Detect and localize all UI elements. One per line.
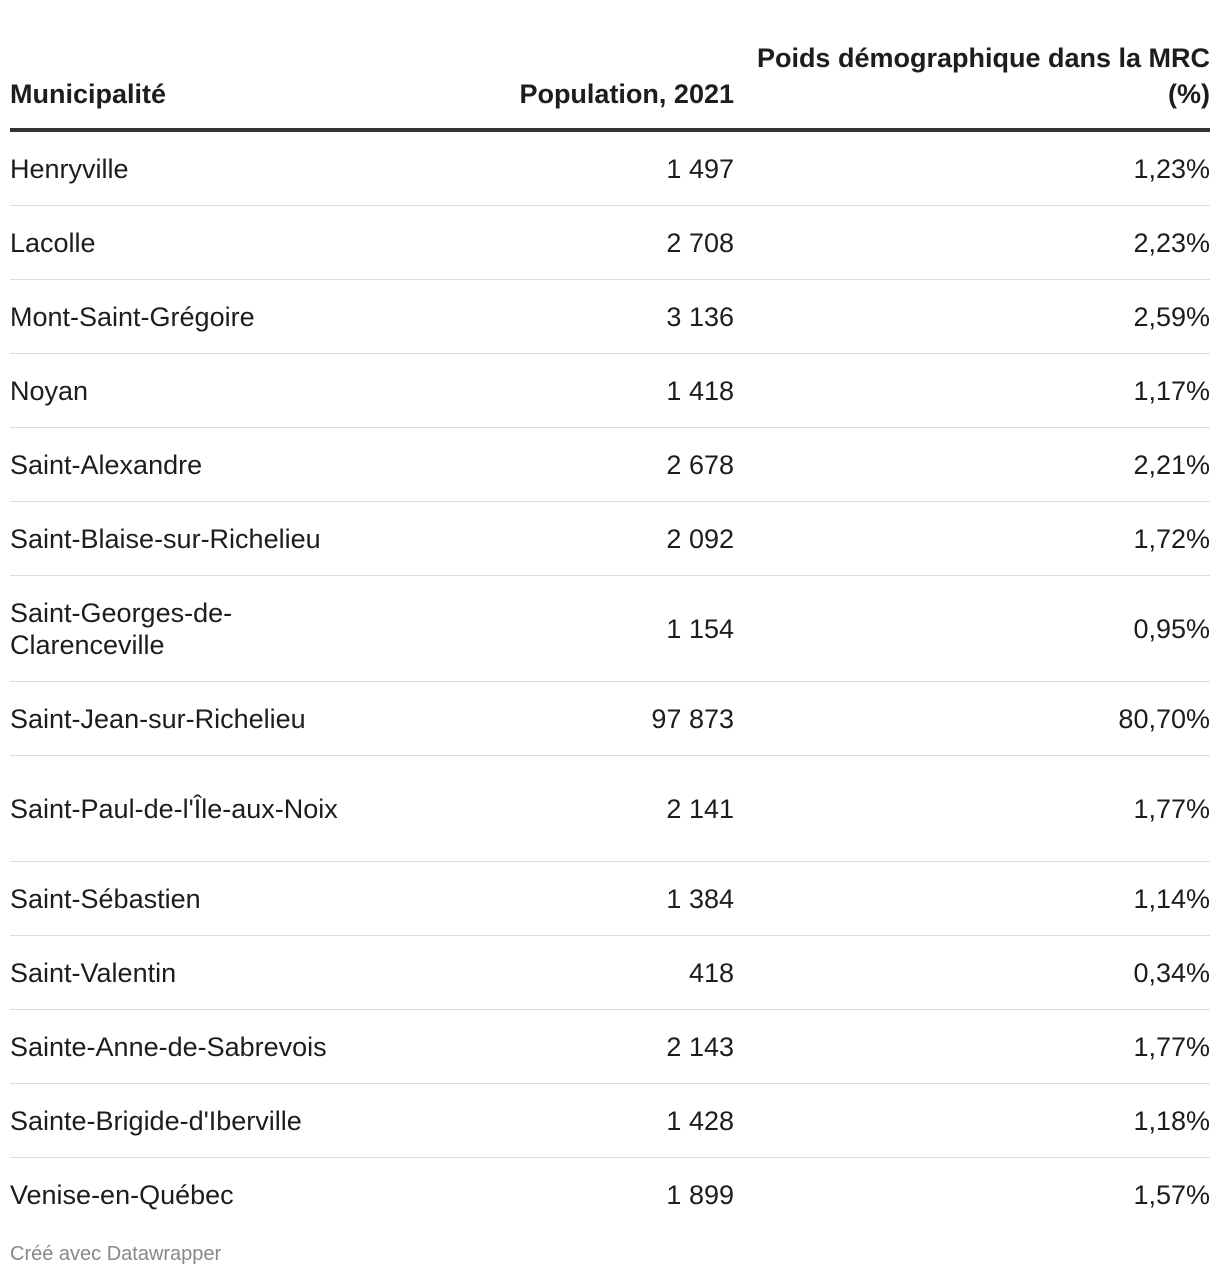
cell-population: 2 708 <box>410 206 734 280</box>
cell-population: 1 497 <box>410 130 734 206</box>
table-header <box>10 40 1210 130</box>
cell-demographic-weight: 1,14% <box>734 862 1210 936</box>
table-row <box>10 682 1210 756</box>
table-row <box>10 130 1210 206</box>
table-row <box>10 1010 1210 1084</box>
cell-municipality: Sainte-Brigide-d'Iberville <box>10 1084 410 1158</box>
cell-municipality: Saint-Paul-de-l'Île-aux-Noix <box>10 756 410 862</box>
cell-demographic-weight: 1,18% <box>734 1084 1210 1158</box>
cell-municipality: Saint-Georges-de-Clarenceville <box>10 576 410 682</box>
cell-population: 2 092 <box>410 502 734 576</box>
cell-population: 1 154 <box>410 576 734 682</box>
cell-population: 2 678 <box>410 428 734 502</box>
table-row <box>10 756 1210 862</box>
cell-demographic-weight: 1,57% <box>1133 1179 1210 1210</box>
cell-population: 1 418 <box>410 354 734 428</box>
table-row <box>10 1158 1210 1232</box>
table-row <box>10 1084 1210 1158</box>
cell-municipality: Saint-Valentin <box>10 936 410 1010</box>
cell-municipality: Saint-Alexandre <box>10 428 410 502</box>
cell-municipality: Lacolle <box>10 206 410 280</box>
table-row <box>10 280 1210 354</box>
header-municipality[interactable]: Municipalité <box>10 40 410 130</box>
cell-demographic-weight: 1,17% <box>734 354 1210 428</box>
population-table <box>10 40 1210 1231</box>
cell-municipality: Saint-Jean-sur-Richelieu <box>10 682 410 756</box>
cell-demographic-weight: 2,59% <box>734 280 1210 354</box>
datawrapper-credit[interactable]: Créé avec Datawrapper <box>10 1243 222 1265</box>
cell-demographic-weight: 2,21% <box>734 428 1210 502</box>
cell-demographic-weight: 1,77% <box>734 1010 1210 1084</box>
cell-demographic-weight: 0,34% <box>734 936 1210 1010</box>
cell-municipality: Saint-Blaise-sur-Richelieu <box>10 502 410 576</box>
cell-demographic-weight: 80,70% <box>734 682 1210 756</box>
cell-demographic-weight: 1,77% <box>734 756 1210 862</box>
cell-demographic-weight: 2,23% <box>734 206 1210 280</box>
table-body <box>10 130 1210 1231</box>
population-table-container <box>10 40 1210 1231</box>
header-row <box>10 40 1210 130</box>
cell-population: 1 384 <box>410 862 734 936</box>
cell-municipality: Saint-Sébastien <box>10 862 410 936</box>
cell-municipality: Noyan <box>10 354 410 428</box>
header-demographic-weight[interactable]: Poids démographique dans la MRC (%) <box>734 40 1210 130</box>
cell-population: 2 141 <box>410 756 734 862</box>
cell-population: 97 873 <box>410 682 734 756</box>
table-row <box>10 862 1210 936</box>
cell-municipality: Venise-en-Québec <box>10 1179 234 1210</box>
table-row <box>10 206 1210 280</box>
cell-municipality: Sainte-Anne-de-Sabrevois <box>10 1010 410 1084</box>
table-row <box>10 428 1210 502</box>
table-row <box>10 576 1210 682</box>
cell-demographic-weight: 1,72% <box>734 502 1210 576</box>
cell-demographic-weight: 0,95% <box>734 576 1210 682</box>
cell-municipality: Henryville <box>10 130 410 206</box>
cell-population: 3 136 <box>410 280 734 354</box>
cell-population: 1 899 <box>666 1179 734 1210</box>
cell-population: 418 <box>410 936 734 1010</box>
table-row <box>10 936 1210 1010</box>
table-row <box>10 354 1210 428</box>
cell-municipality: Mont-Saint-Grégoire <box>10 280 410 354</box>
cell-demographic-weight: 1,23% <box>734 130 1210 206</box>
cell-population: 1 428 <box>410 1084 734 1158</box>
cell-population: 2 143 <box>410 1010 734 1084</box>
table-row <box>10 502 1210 576</box>
header-population[interactable]: Population, 2021 <box>410 40 734 130</box>
